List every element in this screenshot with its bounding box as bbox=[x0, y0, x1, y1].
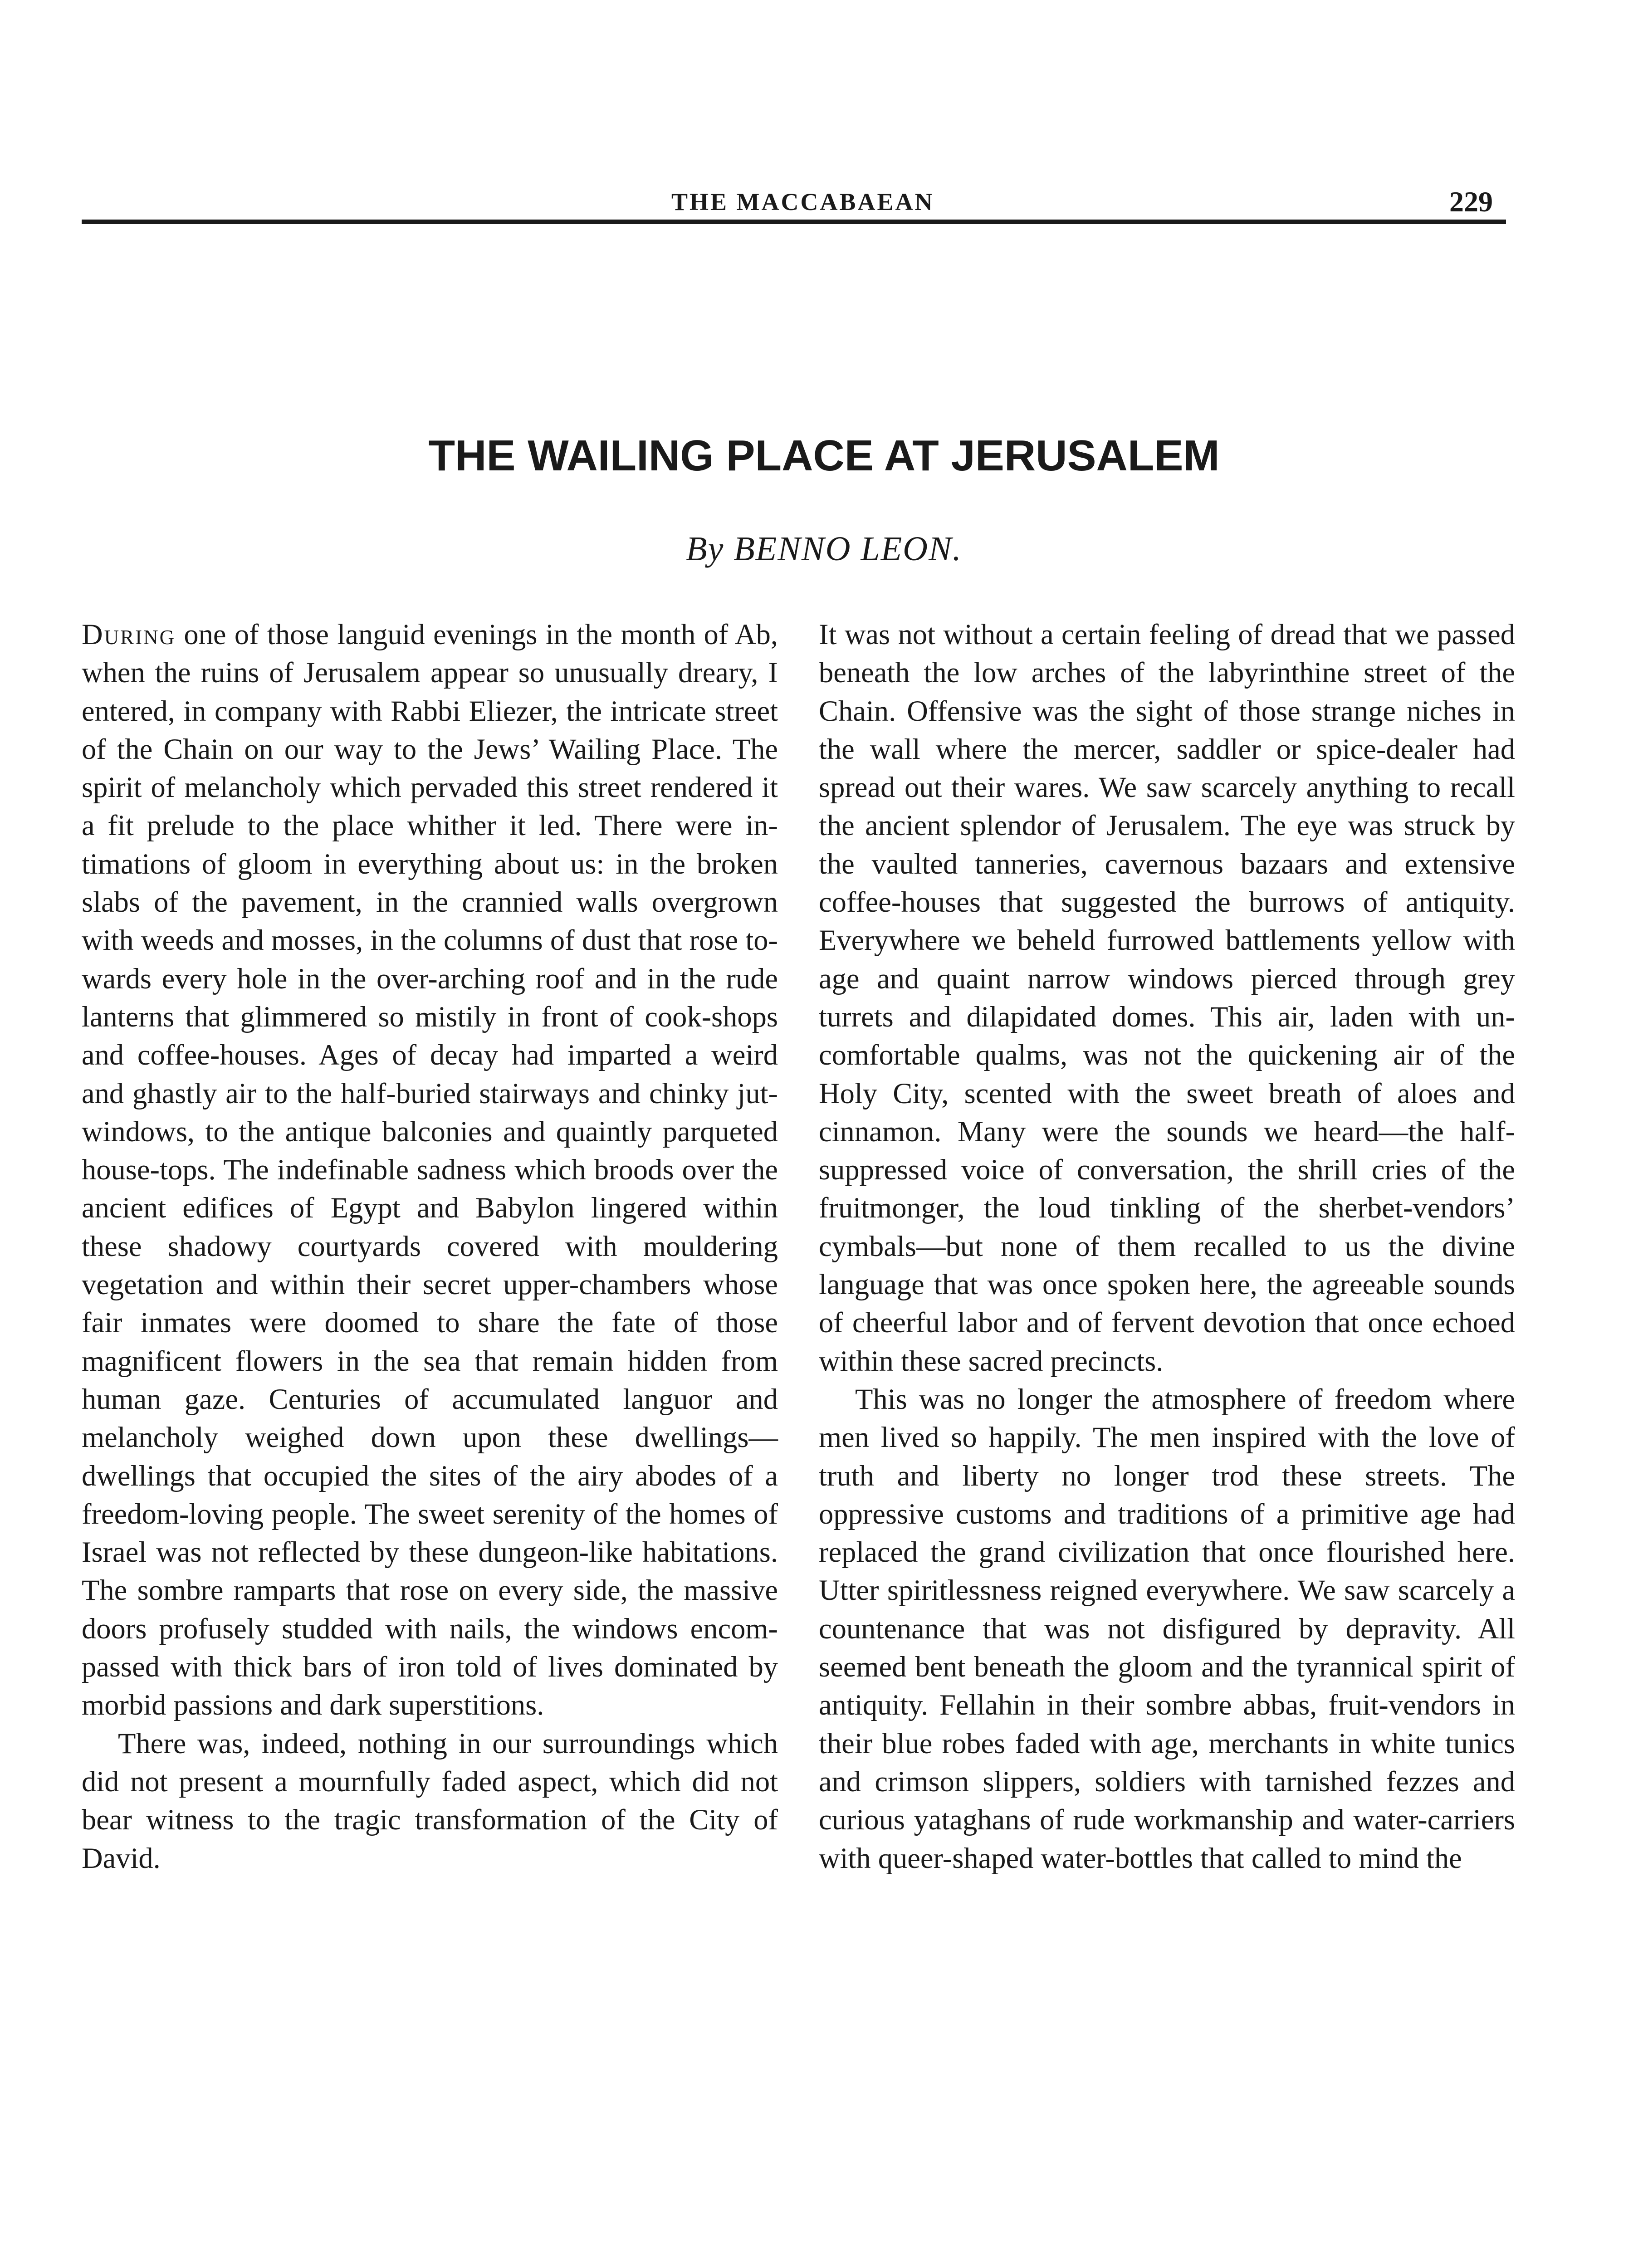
header-rule bbox=[82, 220, 1506, 224]
left-paragraph-1-text: one of those languid evenings in the month of Ab, when the ruins of Jerusalem appear so unusually dreary, I entered, in company with Rabbi Eliezer, the intricate street of the Chain on our way to the Jews’ Wailing Place. The spirit of melancholy which pervaded this street rendered it a fit prelude to the place whither it led. There were intimations of gloom in everything about us: in the broken slabs of the pavement, in the crannied walls overgrown with weeds and mosses, in the columns of dust that rose towards every hole in the over-arching roof and in the rude lanterns that glimmered so mistily in front of cook-shops and coffee-houses. Ages of decay had imparted a weird and ghastly air to the half-buried stairways and chinky jut-windows, to the antique balconies and quaintly parqueted house-tops. The indefinable sadness which broods over the ancient edifices of Egypt and Babylon lingered within these shadowy courtyards covered with mouldering vegetation and within their secret upper-chambers whose fair inmates were doomed to share the fate of those magnificent flowers in the sea that remain hidden from human gaze. Centuries of accumulated languor and melancholy weighed down upon these dwellings—dwellings that occupied the sites of the airy abodes of a freedom-loving people. The sweet serenity of the homes of Israel was not reflected by these dungeon-like habitations. The sombre ramparts that rose on every side, the massive doors profusely studded with nails, the windows encompassed with thick bars of iron told of lives dominated by morbid passions and dark superstitions. bbox=[82, 618, 778, 1721]
left-paragraph-2: There was, indeed, nothing in our surroundings which did not present a mournfully faded aspect, which did not bear witness to the tragic transformation of the City of David. bbox=[82, 1727, 778, 1874]
running-head bbox=[0, 184, 1648, 220]
byline-prefix: By bbox=[686, 530, 734, 568]
right-paragraph-1: It was not without a certain feeling of dread that we passed beneath the low arches of the labyrinthine street of the Chain. Offensive was the sight of those strange niches in the wall where the mercer, saddler or spice-dealer had spread out their wares. We saw scarcely anything to recall the ancient splendor of Jerusalem. The eye was struck by the vaulted tanneries, cavernous bazaars and extensive coffee-houses that suggested the burrows of antiquity. Everywhere we beheld furrowed battlements yellow with age and quaint narrow windows pierced through grey turrets and dilapidated domes. This air, laden with uncomfortable qualms, was not the quickening air of the Holy City, scented with the sweet breath of aloes and cinnamon. Many were the sounds we heard—the half-suppressed voice of conversation, the shrill cries of the fruitmonger, the loud tinkling of the sherbet-vendors’ cymbals—but none of them recalled to us the divine language that was once spoken here, the agreeable sounds of cheerful labor and of fervent devotion that once echoed within these sacred precincts. bbox=[819, 618, 1515, 1377]
right-paragraph-2: This was no longer the atmosphere of freedom where men lived so happily. The men inspired with the love of truth and liberty no longer trod these streets. The oppressive customs and traditions of a primitive age had replaced the grand civilization that once flourished here. Utter spiritlessness reigned everywhere. We saw scarcely a countenance that was not disfigured by depravity. All seemed bent beneath the gloom and the tyrannical spirit of antiquity. Fellahin in their sombre abbas, fruit-vendors in their blue robes faded with age, merchants in white tunics and crimson slippers, soldiers with tarnished fezzes and curious yataghans of rude workmanship and water-carriers with queer-shaped water-bottles that called to mind the bbox=[819, 1383, 1515, 1874]
byline bbox=[0, 526, 1648, 572]
running-title: THE MACCABAEAN bbox=[671, 188, 934, 215]
left-column bbox=[82, 616, 778, 1877]
right-column bbox=[819, 616, 1515, 1877]
left-paragraph-1 bbox=[82, 616, 778, 1725]
article-title: THE WAILING PLACE AT JERUSALEM bbox=[428, 431, 1220, 480]
page-number: 229 bbox=[1449, 186, 1493, 218]
byline-author: BENNO LEON. bbox=[734, 530, 962, 568]
opening-word: During bbox=[82, 618, 176, 650]
